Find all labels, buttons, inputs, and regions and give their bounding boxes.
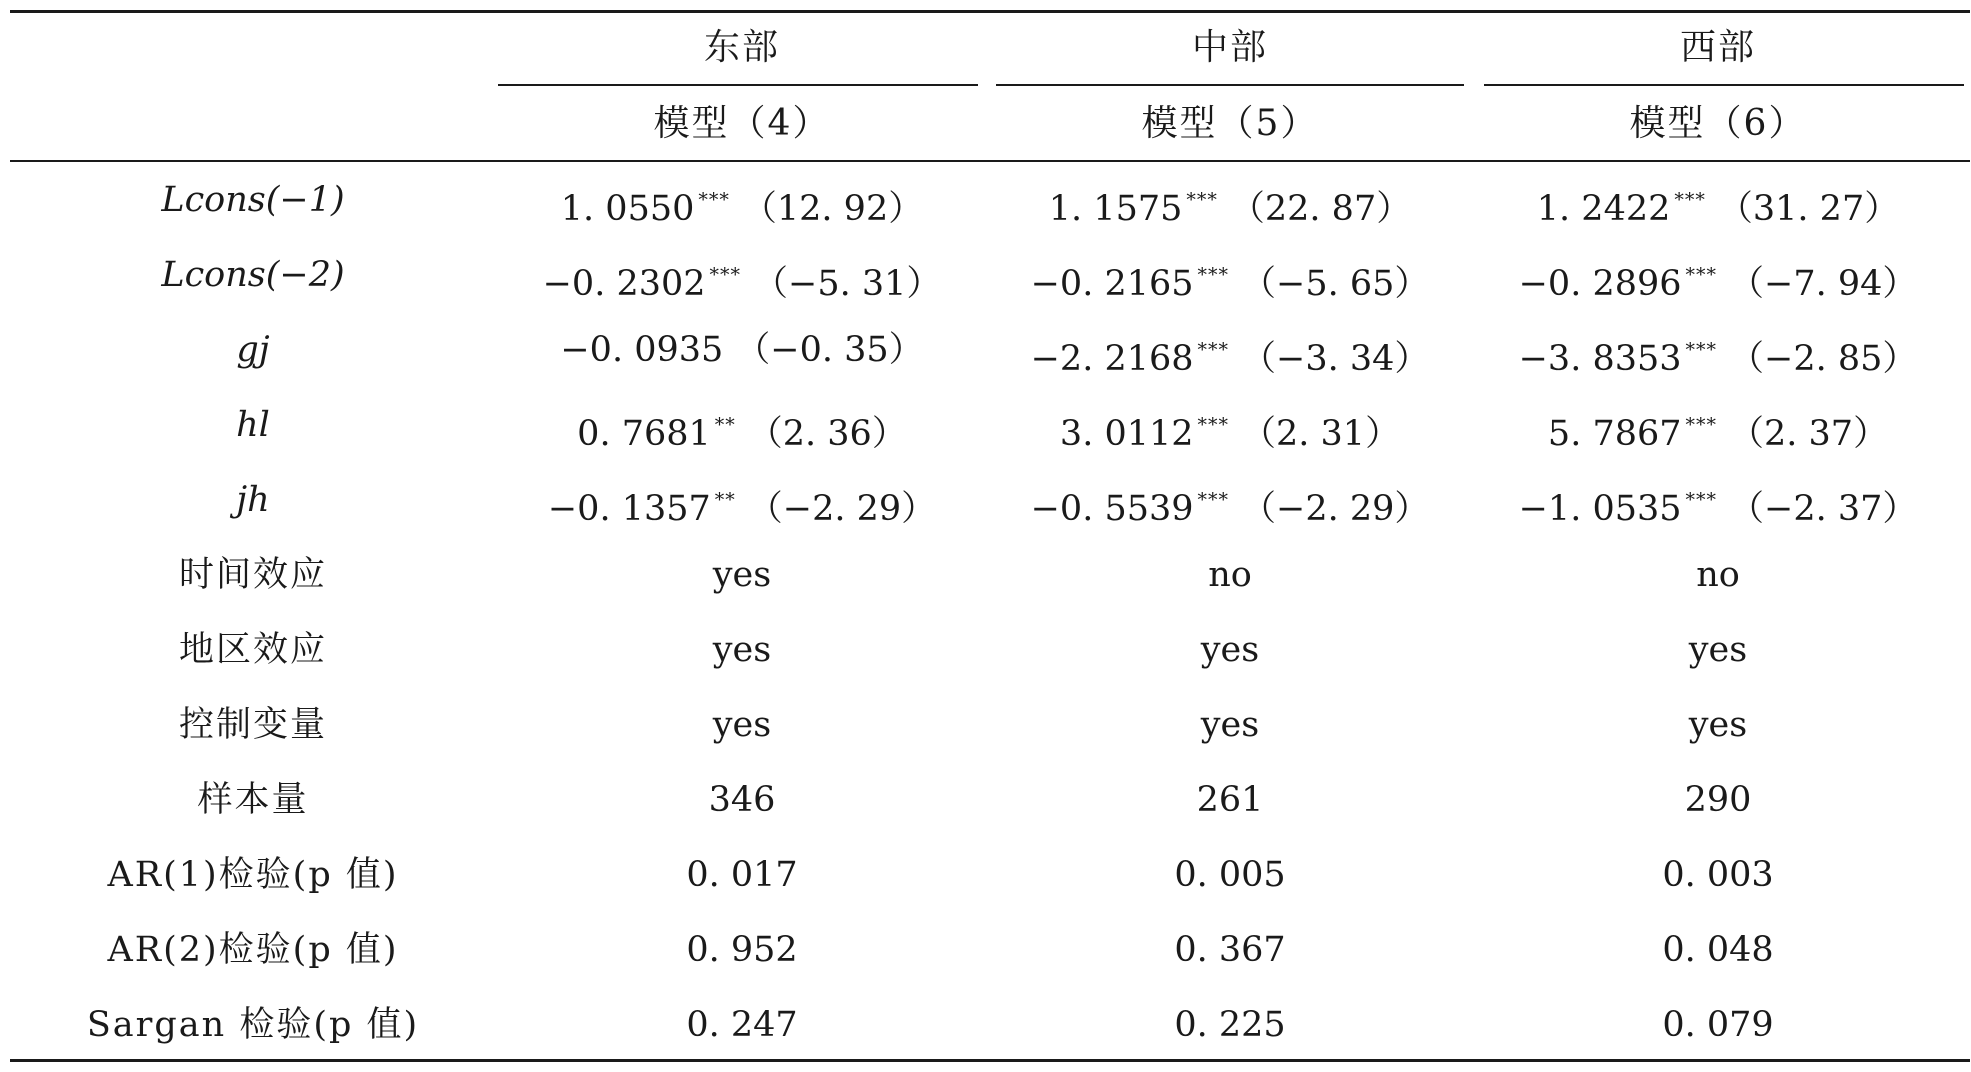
coefficient-value: 1. 0550: [560, 189, 695, 229]
row-label: AR(2)检验(p 值): [107, 930, 399, 970]
value-cell: yes: [712, 555, 772, 595]
significance-stars: ***: [698, 189, 730, 211]
value-cell: 0. 079: [1662, 1005, 1774, 1045]
t-statistic: （−2. 37）: [1729, 489, 1918, 529]
coefficient-value: −0. 0935: [560, 330, 724, 370]
value-cell: 0. 247: [686, 1005, 798, 1045]
coefficient-value: −2. 2168: [1030, 339, 1194, 379]
value-cell: yes: [1200, 630, 1260, 670]
coefficient-value: −0. 2165: [1030, 264, 1194, 304]
t-statistic: （−5. 65）: [1241, 264, 1430, 304]
significance-stars: ***: [1685, 339, 1718, 361]
coefficient-cell: [560, 330, 923, 370]
t-statistic: （31. 27）: [1717, 189, 1900, 229]
value-cell: 261: [1196, 780, 1264, 820]
t-statistic: （2. 31）: [1241, 414, 1401, 454]
coefficient-cell: [548, 480, 936, 529]
header-region-central: 中部: [1191, 27, 1269, 68]
row-label: 控制变量: [178, 705, 328, 745]
group-underline-east: [498, 84, 978, 86]
coefficient-cell: [1031, 480, 1430, 529]
value-cell: no: [1696, 555, 1740, 595]
header-region-east: 东部: [703, 27, 781, 68]
row-label: Lcons(−2): [161, 255, 345, 295]
t-statistic: （−3. 34）: [1241, 339, 1430, 379]
row-label: 样本量: [197, 780, 309, 820]
coefficient-cell: [1548, 405, 1888, 454]
t-statistic: （−2. 29）: [747, 489, 937, 529]
significance-stars: ***: [1186, 189, 1218, 211]
significance-stars: **: [714, 489, 736, 511]
header-region-west: 西部: [1679, 27, 1757, 68]
value-cell: 0. 048: [1662, 930, 1774, 970]
coefficient-value: −3. 8353: [1518, 339, 1682, 379]
coefficient-value: −0. 2302: [542, 264, 706, 304]
coefficient-cell: [543, 255, 942, 304]
value-cell: yes: [712, 630, 772, 670]
coefficient-value: −0. 1357: [547, 489, 711, 529]
value-cell: 346: [708, 780, 776, 820]
header-rule: [10, 160, 1970, 162]
row-label: Sargan 检验(p 值): [86, 1005, 420, 1045]
significance-stars: ***: [1674, 189, 1706, 211]
row-label: AR(1)检验(p 值): [107, 855, 399, 895]
value-cell: yes: [1688, 630, 1748, 670]
table-top-rule: [10, 10, 1970, 13]
coefficient-cell: [561, 180, 923, 229]
value-cell: 0. 952: [686, 930, 798, 970]
row-label: gj: [236, 330, 270, 370]
t-statistic: （2. 36）: [747, 414, 907, 454]
value-cell: yes: [1200, 705, 1260, 745]
significance-stars: ***: [1197, 489, 1230, 511]
significance-stars: ***: [709, 264, 742, 286]
coefficient-value: 1. 2422: [1536, 189, 1671, 229]
coefficient-value: −0. 5539: [1030, 489, 1194, 529]
row-label: hl: [236, 405, 270, 445]
t-statistic: （−0. 35）: [735, 330, 924, 370]
coefficient-value: 5. 7867: [1547, 414, 1682, 454]
significance-stars: ***: [1685, 264, 1718, 286]
value-cell: 0. 225: [1174, 1005, 1286, 1045]
significance-stars: ***: [1197, 414, 1230, 436]
value-cell: 0. 003: [1662, 855, 1774, 895]
header-model-4: 模型（4）: [653, 103, 831, 144]
coefficient-value: −0. 2896: [1518, 264, 1682, 304]
t-statistic: （22. 87）: [1229, 189, 1412, 229]
value-cell: 290: [1684, 780, 1752, 820]
significance-stars: ***: [1197, 264, 1230, 286]
significance-stars: **: [714, 414, 736, 436]
header-model-6: 模型（6）: [1629, 103, 1807, 144]
value-cell: yes: [712, 705, 772, 745]
coefficient-cell: [1031, 255, 1430, 304]
coefficient-cell: [1049, 180, 1411, 229]
t-statistic: （−2. 85）: [1729, 339, 1918, 379]
row-label: 时间效应: [178, 555, 328, 595]
group-underline-central: [996, 84, 1464, 86]
coefficient-cell: [1060, 405, 1400, 454]
coefficient-cell: [577, 405, 907, 454]
coefficient-value: 3. 0112: [1059, 414, 1194, 454]
table-bottom-rule: [10, 1059, 1970, 1062]
significance-stars: ***: [1685, 414, 1718, 436]
value-cell: 0. 005: [1174, 855, 1286, 895]
row-label: jh: [236, 480, 270, 520]
header-model-5: 模型（5）: [1141, 103, 1319, 144]
row-label: Lcons(−1): [161, 180, 345, 220]
t-statistic: （−5. 31）: [753, 264, 942, 304]
value-cell: 0. 017: [686, 855, 798, 895]
coefficient-value: −1. 0535: [1518, 489, 1682, 529]
row-label: 地区效应: [178, 630, 328, 670]
t-statistic: （−7. 94）: [1729, 264, 1918, 304]
significance-stars: ***: [1197, 339, 1230, 361]
value-cell: 0. 367: [1174, 930, 1286, 970]
t-statistic: （2. 37）: [1729, 414, 1889, 454]
group-underline-west: [1484, 84, 1964, 86]
coefficient-cell: [1519, 330, 1918, 379]
coefficient-cell: [1031, 330, 1430, 379]
coefficient-cell: [1537, 180, 1899, 229]
value-cell: no: [1208, 555, 1252, 595]
t-statistic: （−2. 29）: [1241, 489, 1430, 529]
significance-stars: ***: [1685, 489, 1718, 511]
value-cell: yes: [1688, 705, 1748, 745]
coefficient-value: 1. 1575: [1048, 189, 1183, 229]
coefficient-value: 0. 7681: [577, 414, 711, 454]
coefficient-cell: [1519, 255, 1918, 304]
t-statistic: （12. 92）: [741, 189, 924, 229]
coefficient-cell: [1519, 480, 1918, 529]
